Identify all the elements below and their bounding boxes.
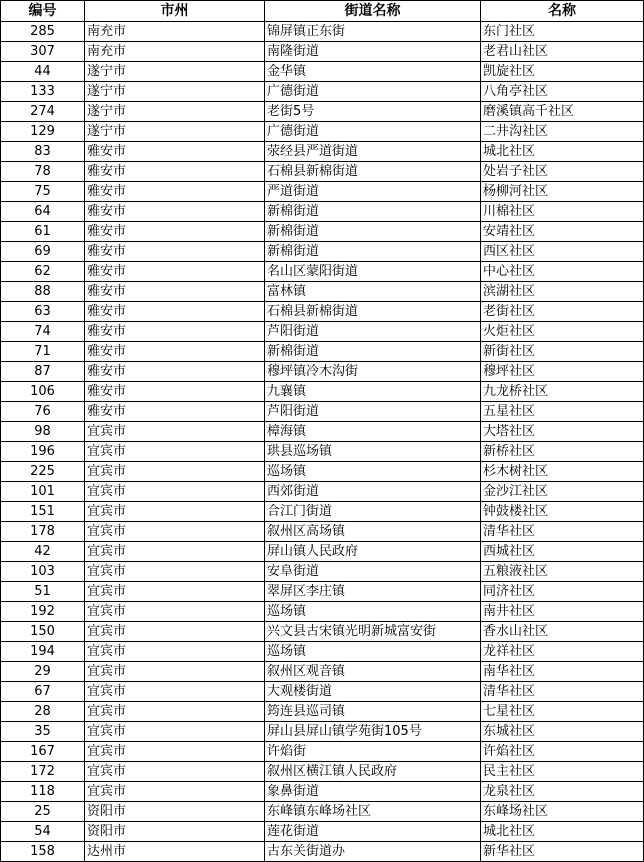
table-row — [1, 702, 644, 722]
cell-id: 88 — [1, 282, 85, 302]
cell-street: 叙州区观音镇 — [265, 662, 481, 682]
table-row — [1, 682, 644, 702]
cell-id: 98 — [1, 422, 85, 442]
cell-city: 资阳市 — [85, 802, 265, 822]
cell-id: 78 — [1, 162, 85, 182]
header-row — [1, 1, 644, 22]
cell-city: 宜宾市 — [85, 662, 265, 682]
cell-street: 广德街道 — [265, 122, 481, 142]
cell-community: 老街社区 — [481, 302, 644, 322]
cell-community: 八角亭社区 — [481, 82, 644, 102]
cell-community: 杨柳河社区 — [481, 182, 644, 202]
cell-city: 宜宾市 — [85, 522, 265, 542]
cell-id: 67 — [1, 682, 85, 702]
cell-city: 宜宾市 — [85, 642, 265, 662]
cell-id: 133 — [1, 82, 85, 102]
cell-community: 清华社区 — [481, 522, 644, 542]
table-row — [1, 582, 644, 602]
cell-id: 76 — [1, 402, 85, 422]
table-row — [1, 522, 644, 542]
cell-street: 荥经县严道街道 — [265, 142, 481, 162]
cell-id: 106 — [1, 382, 85, 402]
table-row — [1, 362, 644, 382]
header-id: 编号 — [1, 1, 85, 22]
cell-street: 大观楼街道 — [265, 682, 481, 702]
cell-city: 雅安市 — [85, 182, 265, 202]
cell-street: 新棉街道 — [265, 242, 481, 262]
table-row — [1, 82, 644, 102]
cell-city: 南充市 — [85, 22, 265, 42]
table-row — [1, 782, 644, 802]
cell-city: 雅安市 — [85, 302, 265, 322]
cell-street: 名山区蒙阳街道 — [265, 262, 481, 282]
cell-community: 金沙江社区 — [481, 482, 644, 502]
table-row — [1, 562, 644, 582]
cell-city: 宜宾市 — [85, 722, 265, 742]
cell-city: 资阳市 — [85, 822, 265, 842]
cell-community: 新华社区 — [481, 842, 644, 862]
cell-id: 61 — [1, 222, 85, 242]
cell-id: 87 — [1, 362, 85, 382]
cell-street: 莲花街道 — [265, 822, 481, 842]
cell-id: 158 — [1, 842, 85, 862]
cell-street: 筠连县巡司镇 — [265, 702, 481, 722]
cell-id: 118 — [1, 782, 85, 802]
cell-id: 63 — [1, 302, 85, 322]
cell-city: 遂宁市 — [85, 102, 265, 122]
cell-id: 42 — [1, 542, 85, 562]
cell-street: 西郊街道 — [265, 482, 481, 502]
cell-community: 五粮液社区 — [481, 562, 644, 582]
cell-community: 滨湖社区 — [481, 282, 644, 302]
cell-city: 宜宾市 — [85, 602, 265, 622]
cell-street: 富林镇 — [265, 282, 481, 302]
cell-city: 宜宾市 — [85, 582, 265, 602]
cell-street: 象鼻街道 — [265, 782, 481, 802]
cell-street: 新棉街道 — [265, 342, 481, 362]
cell-street: 屏山县屏山镇学苑街105号 — [265, 722, 481, 742]
cell-id: 83 — [1, 142, 85, 162]
cell-street: 石棉县新棉街道 — [265, 162, 481, 182]
cell-city: 宜宾市 — [85, 702, 265, 722]
table-row — [1, 142, 644, 162]
cell-street: 安阜街道 — [265, 562, 481, 582]
cell-street: 叙州区高场镇 — [265, 522, 481, 542]
cell-city: 宜宾市 — [85, 422, 265, 442]
cell-community: 凯旋社区 — [481, 62, 644, 82]
table-row — [1, 242, 644, 262]
cell-street: 严道街道 — [265, 182, 481, 202]
cell-city: 南充市 — [85, 42, 265, 62]
cell-id: 192 — [1, 602, 85, 622]
cell-city: 雅安市 — [85, 262, 265, 282]
cell-community: 新街社区 — [481, 342, 644, 362]
table-row — [1, 462, 644, 482]
cell-community: 杉木树社区 — [481, 462, 644, 482]
header-community: 名称 — [481, 1, 644, 22]
cell-street: 巡场镇 — [265, 642, 481, 662]
cell-street: 东峰镇东峰场社区 — [265, 802, 481, 822]
cell-city: 宜宾市 — [85, 562, 265, 582]
table-row — [1, 182, 644, 202]
table-row — [1, 22, 644, 42]
cell-id: 64 — [1, 202, 85, 222]
cell-id: 74 — [1, 322, 85, 342]
cell-id: 225 — [1, 462, 85, 482]
table-row — [1, 122, 644, 142]
table-row — [1, 842, 644, 862]
table-row — [1, 282, 644, 302]
cell-street: 广德街道 — [265, 82, 481, 102]
cell-id: 307 — [1, 42, 85, 62]
cell-id: 51 — [1, 582, 85, 602]
table-row — [1, 662, 644, 682]
cell-community: 西区社区 — [481, 242, 644, 262]
cell-city: 雅安市 — [85, 322, 265, 342]
cell-community: 城北社区 — [481, 142, 644, 162]
cell-id: 274 — [1, 102, 85, 122]
cell-city: 雅安市 — [85, 282, 265, 302]
cell-community: 南华社区 — [481, 662, 644, 682]
cell-community: 五星社区 — [481, 402, 644, 422]
cell-community: 七星社区 — [481, 702, 644, 722]
cell-city: 雅安市 — [85, 362, 265, 382]
cell-street: 新棉街道 — [265, 222, 481, 242]
table-row — [1, 342, 644, 362]
table-row — [1, 62, 644, 82]
cell-id: 69 — [1, 242, 85, 262]
cell-id: 44 — [1, 62, 85, 82]
cell-street: 新棉街道 — [265, 202, 481, 222]
cell-community: 香水山社区 — [481, 622, 644, 642]
cell-community: 新桥社区 — [481, 442, 644, 462]
cell-community: 老君山社区 — [481, 42, 644, 62]
cell-community: 中心社区 — [481, 262, 644, 282]
cell-community: 许焰社区 — [481, 742, 644, 762]
cell-city: 宜宾市 — [85, 742, 265, 762]
cell-community: 南井社区 — [481, 602, 644, 622]
cell-city: 雅安市 — [85, 242, 265, 262]
cell-id: 178 — [1, 522, 85, 542]
cell-city: 遂宁市 — [85, 62, 265, 82]
cell-id: 29 — [1, 662, 85, 682]
cell-city: 宜宾市 — [85, 482, 265, 502]
cell-id: 196 — [1, 442, 85, 462]
cell-street: 合江门街道 — [265, 502, 481, 522]
cell-community: 龙泉社区 — [481, 782, 644, 802]
cell-community: 东峰场社区 — [481, 802, 644, 822]
cell-city: 遂宁市 — [85, 122, 265, 142]
cell-city: 宜宾市 — [85, 462, 265, 482]
cell-community: 二井沟社区 — [481, 122, 644, 142]
cell-id: 150 — [1, 622, 85, 642]
cell-id: 194 — [1, 642, 85, 662]
cell-city: 宜宾市 — [85, 442, 265, 462]
table-row — [1, 302, 644, 322]
table-row — [1, 322, 644, 342]
table-row — [1, 162, 644, 182]
cell-street: 金华镇 — [265, 62, 481, 82]
cell-street: 穆坪镇冷木沟街 — [265, 362, 481, 382]
cell-community: 清华社区 — [481, 682, 644, 702]
cell-community: 西城社区 — [481, 542, 644, 562]
cell-city: 宜宾市 — [85, 682, 265, 702]
table-row — [1, 542, 644, 562]
header-city: 市州 — [85, 1, 265, 22]
table-row — [1, 802, 644, 822]
cell-id: 103 — [1, 562, 85, 582]
cell-id: 71 — [1, 342, 85, 362]
cell-id: 167 — [1, 742, 85, 762]
cell-community: 处岩子社区 — [481, 162, 644, 182]
table-row — [1, 482, 644, 502]
cell-community: 磨溪镇高千社区 — [481, 102, 644, 122]
cell-id: 28 — [1, 702, 85, 722]
cell-community: 穆坪社区 — [481, 362, 644, 382]
cell-street: 兴文县古宋镇光明新城富安街 — [265, 622, 481, 642]
table-row — [1, 402, 644, 422]
table-row — [1, 622, 644, 642]
cell-city: 雅安市 — [85, 382, 265, 402]
table-row — [1, 822, 644, 842]
cell-community: 同济社区 — [481, 582, 644, 602]
cell-city: 宜宾市 — [85, 622, 265, 642]
cell-street: 许焰街 — [265, 742, 481, 762]
cell-id: 35 — [1, 722, 85, 742]
table-row — [1, 102, 644, 122]
cell-community: 城北社区 — [481, 822, 644, 842]
cell-street: 翠屏区李庄镇 — [265, 582, 481, 602]
cell-community: 九龙桥社区 — [481, 382, 644, 402]
cell-street: 石棉县新棉街道 — [265, 302, 481, 322]
cell-community: 火炬社区 — [481, 322, 644, 342]
cell-community: 龙祥社区 — [481, 642, 644, 662]
cell-id: 62 — [1, 262, 85, 282]
cell-city: 达州市 — [85, 842, 265, 862]
cell-id: 25 — [1, 802, 85, 822]
cell-community: 钟鼓楼社区 — [481, 502, 644, 522]
cell-id: 172 — [1, 762, 85, 782]
cell-street: 巡场镇 — [265, 602, 481, 622]
cell-city: 雅安市 — [85, 222, 265, 242]
cell-city: 雅安市 — [85, 342, 265, 362]
table-row — [1, 422, 644, 442]
cell-city: 雅安市 — [85, 402, 265, 422]
table-row — [1, 262, 644, 282]
table-row — [1, 502, 644, 522]
cell-id: 285 — [1, 22, 85, 42]
cell-city: 雅安市 — [85, 202, 265, 222]
cell-community: 安靖社区 — [481, 222, 644, 242]
table-row — [1, 382, 644, 402]
table-row — [1, 602, 644, 622]
cell-city: 宜宾市 — [85, 502, 265, 522]
cell-community: 川棉社区 — [481, 202, 644, 222]
table-row — [1, 642, 644, 662]
cell-street: 锦屏镇正东街 — [265, 22, 481, 42]
cell-street: 芦阳街道 — [265, 402, 481, 422]
cell-id: 75 — [1, 182, 85, 202]
cell-city: 雅安市 — [85, 142, 265, 162]
cell-community: 东城社区 — [481, 722, 644, 742]
cell-id: 54 — [1, 822, 85, 842]
cell-street: 古东关街道办 — [265, 842, 481, 862]
cell-street: 巡场镇 — [265, 462, 481, 482]
table-row — [1, 222, 644, 242]
table-row — [1, 442, 644, 462]
cell-community: 大塔社区 — [481, 422, 644, 442]
cell-city: 雅安市 — [85, 162, 265, 182]
cell-street: 九襄镇 — [265, 382, 481, 402]
cell-community: 东门社区 — [481, 22, 644, 42]
cell-street: 老街5号 — [265, 102, 481, 122]
cell-street: 南隆街道 — [265, 42, 481, 62]
cell-city: 宜宾市 — [85, 542, 265, 562]
cell-id: 151 — [1, 502, 85, 522]
cell-street: 珙县巡场镇 — [265, 442, 481, 462]
cell-street: 芦阳街道 — [265, 322, 481, 342]
cell-community: 民主社区 — [481, 762, 644, 782]
header-street: 街道名称 — [265, 1, 481, 22]
table-row — [1, 762, 644, 782]
cell-street: 屏山镇人民政府 — [265, 542, 481, 562]
cell-city: 遂宁市 — [85, 82, 265, 102]
table-row — [1, 742, 644, 762]
cell-street: 叙州区横江镇人民政府 — [265, 762, 481, 782]
cell-city: 宜宾市 — [85, 762, 265, 782]
table-row — [1, 722, 644, 742]
cell-id: 101 — [1, 482, 85, 502]
cell-street: 樟海镇 — [265, 422, 481, 442]
cell-city: 宜宾市 — [85, 782, 265, 802]
table-row — [1, 42, 644, 62]
table-row — [1, 202, 644, 222]
cell-id: 129 — [1, 122, 85, 142]
